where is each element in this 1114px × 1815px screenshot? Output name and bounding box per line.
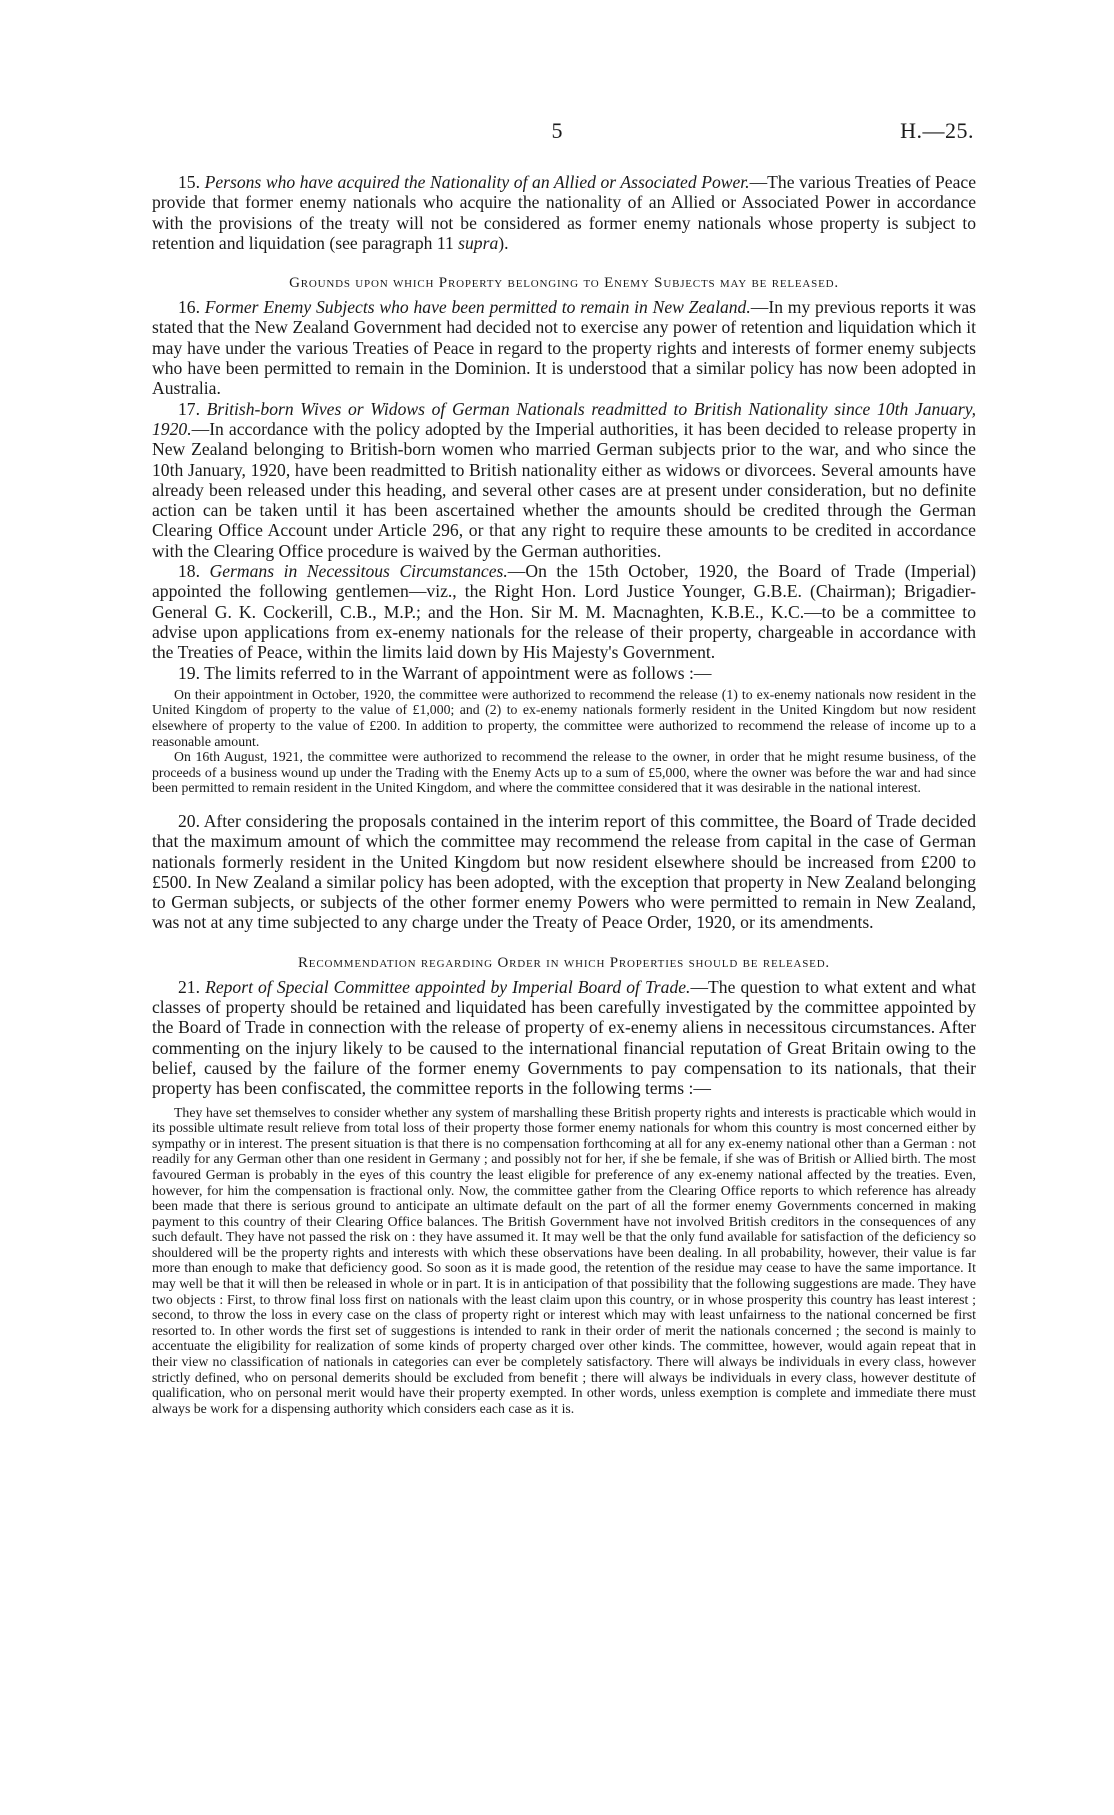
document-body [152,172,976,1416]
paragraph-title: Persons who have acquired the Nationality of an Allied or Associated Power. [204,172,750,192]
paragraph-21 [152,977,976,1099]
paragraph-18 [152,561,976,662]
paragraph-number: 15. [178,172,205,192]
paragraph-19 [152,663,976,683]
paragraph-number: 19. [178,662,205,683]
page-number: 5 [551,118,563,143]
paragraph-text: The limits referred to in the Warrant of appointment were as follows :— [204,662,712,683]
paragraph-20 [152,811,976,933]
paragraph-text: —The various Treaties of Peace provide that former enemy nationals who acquire the nationality of an Allied or Associated Power in accordance with the provisions of the treaty will not be considered as former enemy nationals whose property is subject to retention and liquidation (see paragraph 11 [152,172,977,253]
paragraph-15 [152,172,976,253]
section-heading-grounds: Grounds upon which Property belonging to Enemy Subjects may be released. [289,275,839,292]
paragraph-text: —In my previous reports it was stated that the New Zealand Government had decided not to exercise any power of retention and liquidation which it may have under the various Treaties of Peace in regard to the property rights and interests of former enemy subjects who have been permitted to remain in the Dominion. It is understood that a similar policy has now been adopted in Australia. [152,297,976,399]
paragraph-title: Former Enemy Subjects who have been permitted to remain in New Zealand. [204,297,751,318]
latin-term: supra [458,232,499,253]
paragraph-title: Germans in Necessitous Circumstances. [209,561,508,582]
paragraph-text: —On the 15th October, 1920, the Board of Trade (Imperial) appointed the following gentlemen—viz., the Right Hon. Lord Justice Younger, G.B.E. (Chairman); Brigadier-General G. K. Cockerill, C.B., M.P.; and the Hon. Sir M. M. Macnaghten, K.B.E., K.C.—to be a committee to advise upon applications from ex-enemy nationals for the release of their property, chargeable in accordance with the Treaties of Peace, within the limits laid down by His Majesty's Government. [152,561,977,663]
paragraph-number: 18. [178,561,210,582]
paragraph-number: 16. [178,297,205,318]
paragraph-number: 21. [178,976,206,997]
quoted-extract-19a: On their appointment in October, 1920, the committee were authorized to recommend the release (1) to ex-enemy nationals now resident in the United Kingdom of property to the value of £1,000; and (2) to ex-enemy nationals formerly resident in the United Kingdom but now resident elsewhere of property to the value of £200. In addition to property, the committee were authorized to recommend the release of income up to a reasonable amount. [152,686,976,749]
paragraph-17 [152,399,976,561]
paragraph-text: —The question to what extent and what classes of property should be retained and liquidated has been carefully investigated by the committee appointed by the Board of Trade in connection with the release of property of ex-enemy aliens in necessitous circumstances. After commenting on the injury likely to be caused to the international financial reputation of Great Britain owing to the belief, caused by the failure of the former enemy Governments to pay compensation to its nationals, that their property has been confiscated, the committee reports in the following terms :— [152,976,976,1099]
paragraph-title: British-born Wives or Widows of German Nationals readmitted to British Nationality since 10th January, 1920. [152,398,976,439]
paragraph-text: After considering the proposals contained in the interim report of this committee, the Board of Trade decided that the maximum amount of which the committee may recommend the release from capital in the case of German nationals formerly resident in the United Kingdom but now resident elsewhere should be increased from £200 to £500. In New Zealand a similar policy has been adopted, with the exception that property in New Zealand belonging to German subjects, or subjects of the other former enemy Powers who were permitted to remain in New Zealand, was not at any time subjected to any charge under the Treaty of Peace Order, 1920, or its amendments. [152,810,976,933]
report-code: H.—25. [900,118,974,143]
paragraph-text-end: ). [498,232,509,253]
paragraph-title: Report of Special Committee appointed by Imperial Board of Trade. [205,976,691,997]
quoted-extract-21: They have set themselves to consider whether any system of marshalling these British property rights and interests is practicable which would in its possible ultimate result relieve from total loss of their property those former enemy nationals for whom this country is most concerned either by sympathy or in interest. The present situation is that there is no compensation forthcoming at all for any ex-enemy national other than a German : not readily for any German other than one resident in Germany ; and possibly not for her, if she be female, if she was of British or Allied birth. The most favoured German is probably in the eyes of this country the least eligible for preference of any ex-enemy national affected by the treaties. Even, however, for him the compensation is fractional only. Now, the committee gather from the Clearing Office reports to which reference has already been made that there is serious ground to anticipate an ultimate default on the part of all the former enemy Governments concerned in making payment to this country of their Clearing Office balances. The British Government have not involved British creditors in the consequences of any such default. They have not passed the risk on : they have assumed it. It may well be that the only fund available for satisfaction of the deficiency so shouldered will be the property rights and interests with which these observations have been dealing. In all probability, however, their value is far more than enough to make that deficiency good. So soon as it is made good, the retention of the residue may cease to have the same importance. It may well be that it will then be released in whole or in part. It is in anticipation of that possibility that the following suggestions are made. They have two objects : First, to throw final loss first on nationals with the least claim upon this country, or in whose prosperity this country has least interest ; second, to throw the loss in every case on the class of property right or interest which may with least unfairness to the national concerned be first resorted to. In other words the first set of suggestions is intended to rank in their order of merit the nationals concerned ; the second is mainly to accentuate the eligibility for realization of some kinds of property charged over other kinds. The committee, however, would again repeat that in their view no classification of nationals in categories can ever be completely satisfactory. There will always be individuals in every class, however strictly defined, who on personal demerits should be excluded from benefit ; there will always be individuals in every class, however destitute of qualification, who on personal merit would have their property exempted. In other words, unless exemption is complete and immediate there must always be work for a dispensing authority which considers each case as it is. [152,1104,976,1416]
section-heading-recommendation: Recommendation regarding Order in which Properties should be released. [298,954,830,971]
page-header [0,118,1114,148]
paragraph-text: —In accordance with the policy adopted by the Imperial authorities, it has been decided to release property in New Zealand belonging to British-born women who married German subjects prior to the war, and who since the 10th January, 1920, have been readmitted to British nationality either as widows or divorcees. Several amounts have already been released under this heading, and several other cases are at present under consideration, but no definite action can be taken until it has been ascertained whether the amounts should be credited through the German Clearing Office Account under Article 296, or that any right to require these amounts to be credited in accordance with the Clearing Office procedure is waived by the German authorities. [152,418,976,561]
paragraph-number: 20. [178,810,204,831]
paragraph-16 [152,297,976,398]
quoted-extract-19b: On 16th August, 1921, the committee were authorized to recommend the release to the owner, in order that he might resume business, of the proceeds of a business wound up under the Trading with the Enemy Acts up to a sum of £5,000, where the owner was before the war and had since been permitted to remain resident in the United Kingdom, and where the committee considered that it was desirable in the national interest. [152,749,976,796]
paragraph-number: 17. [178,398,207,419]
